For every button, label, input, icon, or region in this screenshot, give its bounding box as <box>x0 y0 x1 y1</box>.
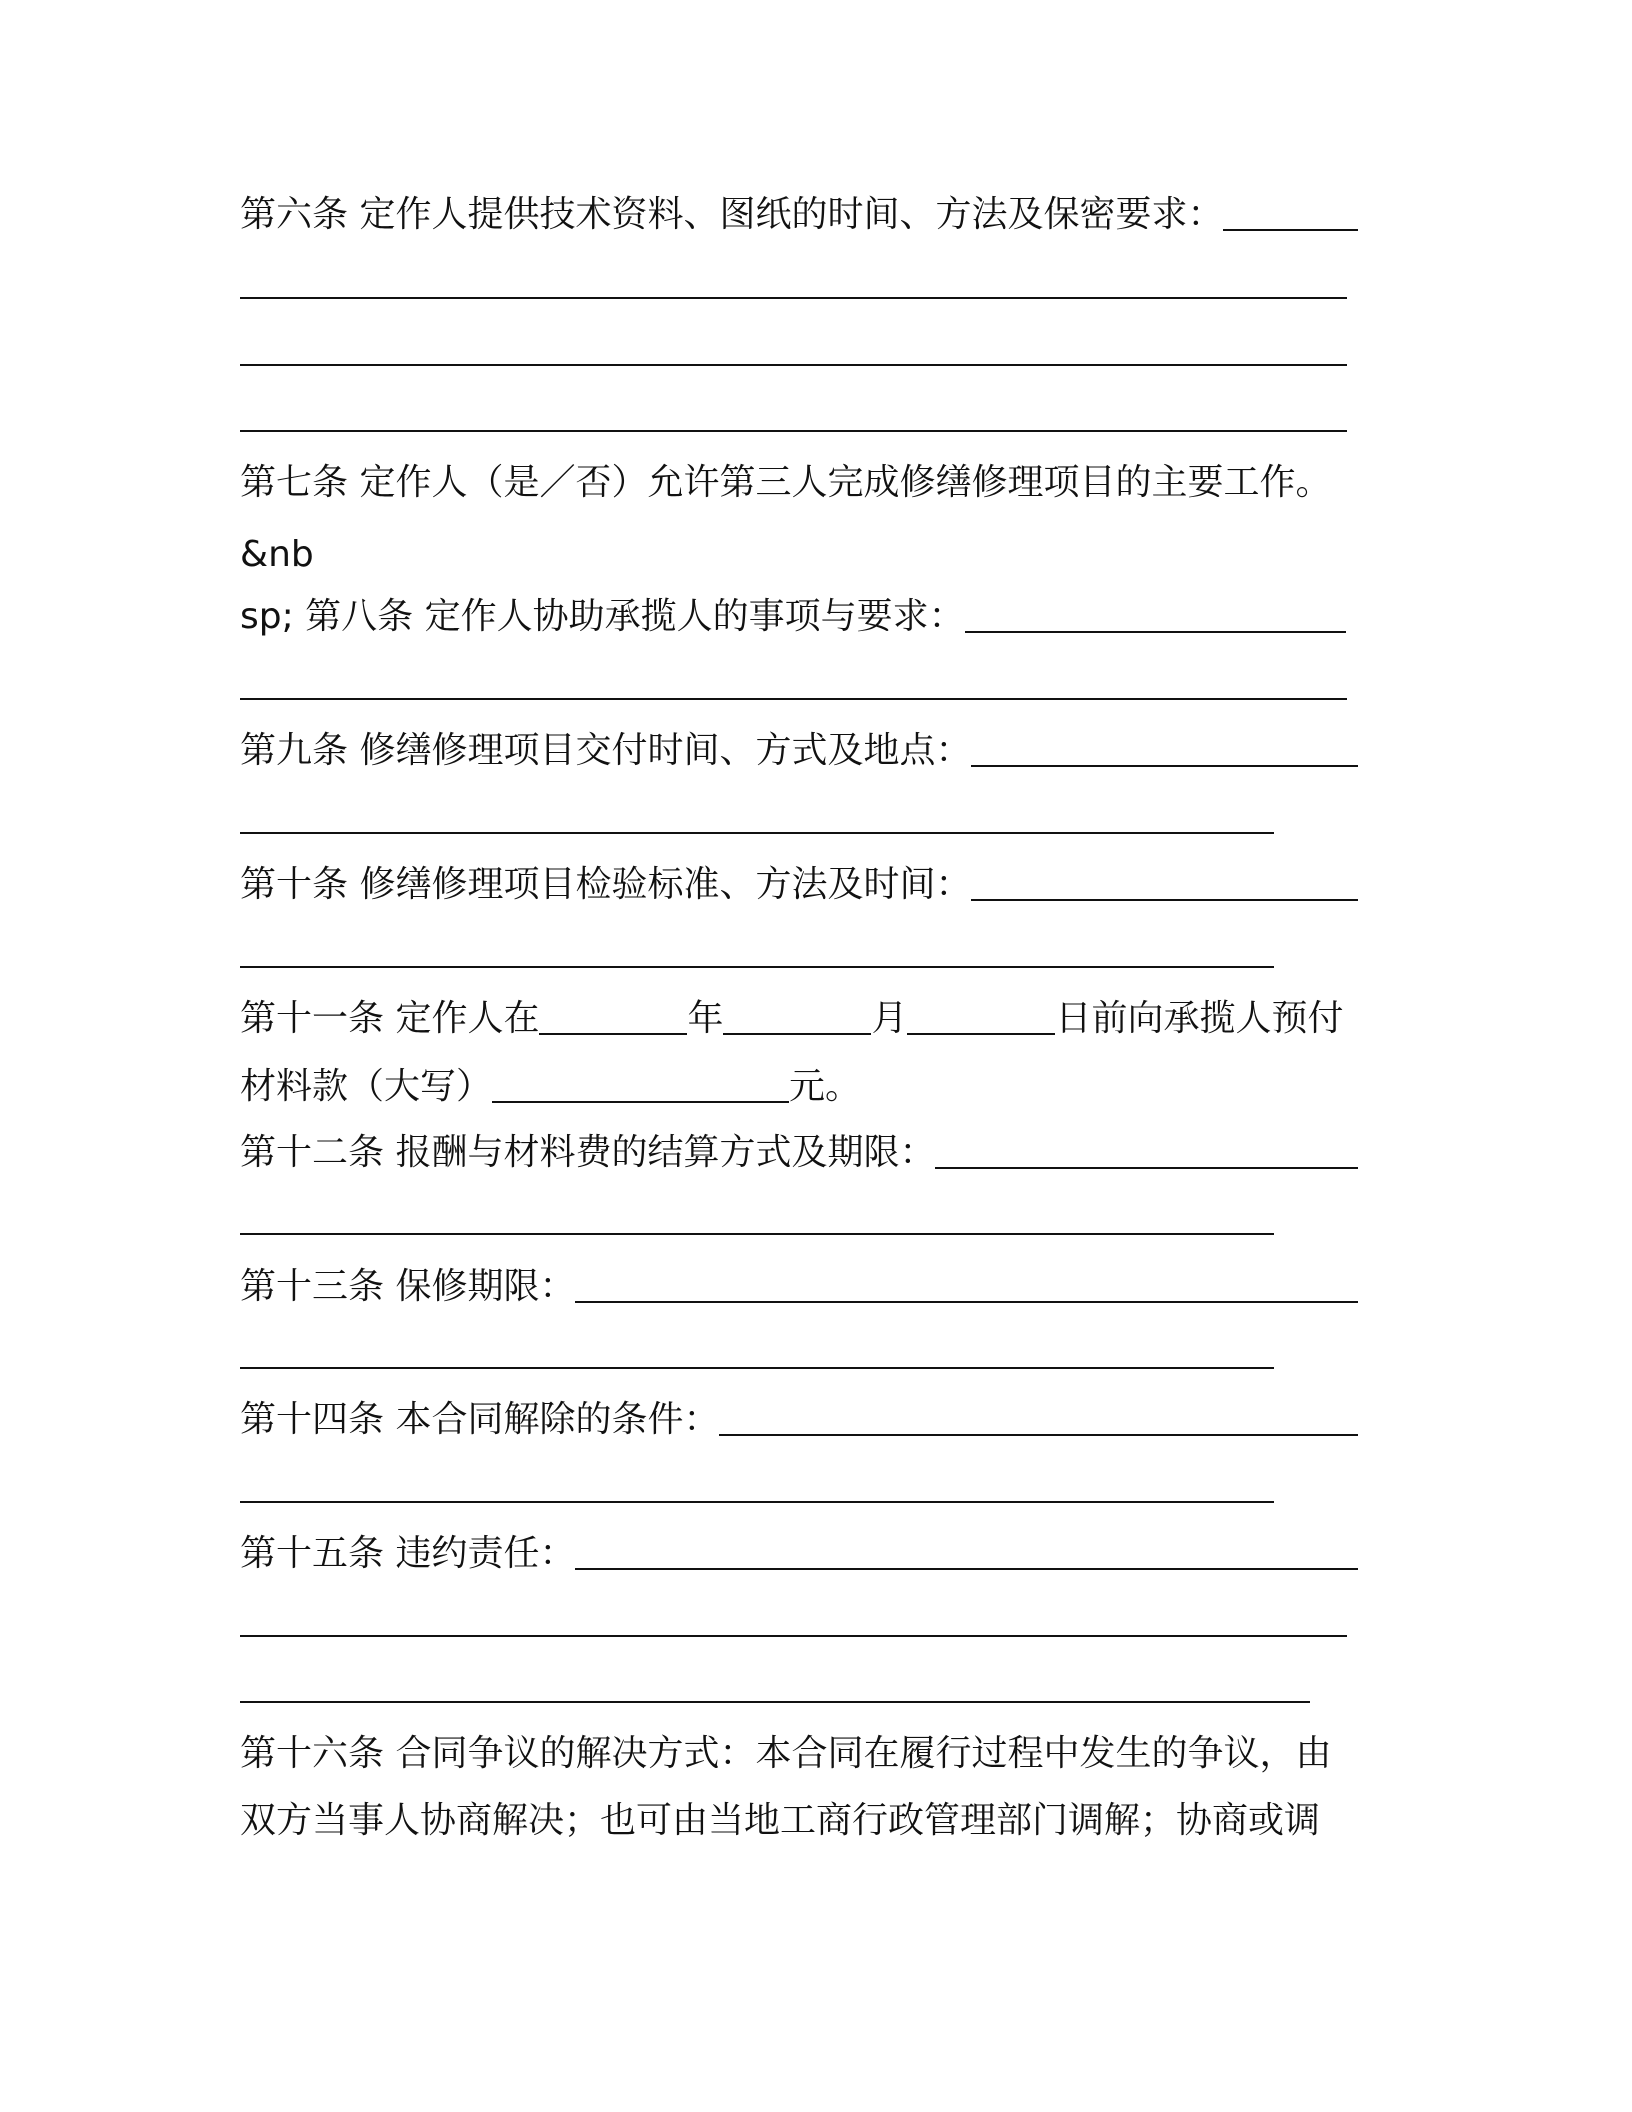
article-10 <box>240 860 1358 910</box>
article-15-blank-line-2[interactable] <box>240 1635 1347 1637</box>
article-14-blank-line-2[interactable] <box>240 1501 1274 1503</box>
article-6 <box>240 190 1358 240</box>
article-8-blank[interactable] <box>965 631 1346 633</box>
article-14-blank[interactable] <box>719 1434 1358 1436</box>
amount-blank[interactable] <box>492 1101 789 1103</box>
article-9-blank[interactable] <box>971 765 1358 767</box>
stray-entity-text: &nb <box>240 534 314 575</box>
article-6-blank-line-3[interactable] <box>240 430 1347 432</box>
article-8-blank-line-2[interactable] <box>240 698 1347 700</box>
article-12-blank-line-2[interactable] <box>240 1233 1274 1235</box>
article-14 <box>240 1395 1358 1445</box>
article-7-text: 第七条 定作人（是／否）允许第三人完成修缮修理项目的主要工作。 <box>240 462 1332 503</box>
month-blank[interactable] <box>723 1033 871 1035</box>
article-11-year: 年 <box>687 998 724 1039</box>
article-11-part2: 日前向承揽人预付 <box>1055 998 1344 1039</box>
article-7 <box>240 458 1358 508</box>
article-12-blank[interactable] <box>935 1167 1358 1169</box>
year-blank[interactable] <box>539 1033 687 1035</box>
article-9 <box>240 726 1358 776</box>
article-11-line-2 <box>240 1062 1140 1112</box>
article-15-blank[interactable] <box>575 1568 1358 1570</box>
article-10-blank[interactable] <box>971 899 1358 901</box>
article-9-blank-line-2[interactable] <box>240 832 1274 834</box>
article-6-blank-line-1[interactable] <box>240 297 1347 299</box>
article-13-blank-line-2[interactable] <box>240 1367 1274 1369</box>
article-8-text: sp; 第八条 定作人协助承揽人的事项与要求： <box>240 596 965 637</box>
article-12 <box>240 1128 1358 1178</box>
article-15-blank-line-3[interactable] <box>240 1701 1310 1703</box>
article-16-line-2 <box>240 1796 1358 1846</box>
article-13-blank[interactable] <box>575 1301 1358 1303</box>
article-9-text: 第九条 修缮修理项目交付时间、方式及地点： <box>240 730 972 771</box>
article-11-part1: 第十一条 定作人在 <box>240 998 540 1039</box>
stray-entity-fragment <box>240 530 640 580</box>
article-6-blank-line-2[interactable] <box>240 364 1347 366</box>
article-12-text: 第十二条 报酬与材料费的结算方式及期限： <box>240 1132 936 1173</box>
article-10-text: 第十条 修缮修理项目检验标准、方法及时间： <box>240 864 972 905</box>
article-6-blank[interactable] <box>1223 229 1358 231</box>
article-11-month: 月 <box>871 998 908 1039</box>
article-15 <box>240 1529 1358 1579</box>
article-11-part3: 材料款（大写） <box>240 1066 493 1107</box>
day-blank[interactable] <box>907 1033 1055 1035</box>
article-16-line-1 <box>240 1729 1358 1779</box>
article-16-text-1: 第十六条 合同争议的解决方式：本合同在履行过程中发生的争议，由 <box>240 1733 1332 1774</box>
article-15-text: 第十五条 违约责任： <box>240 1533 576 1574</box>
article-11-unit: 元。 <box>789 1066 862 1107</box>
article-13-text: 第十三条 保修期限： <box>240 1266 576 1307</box>
article-14-text: 第十四条 本合同解除的条件： <box>240 1399 720 1440</box>
article-11-line-1 <box>240 994 1358 1044</box>
article-10-blank-line-2[interactable] <box>240 966 1274 968</box>
article-8 <box>240 592 1346 642</box>
article-13 <box>240 1262 1358 1312</box>
article-6-text: 第六条 定作人提供技术资料、图纸的时间、方法及保密要求： <box>240 194 1224 235</box>
article-16-text-2: 双方当事人协商解决；也可由当地工商行政管理部门调解；协商或调 <box>240 1800 1321 1841</box>
